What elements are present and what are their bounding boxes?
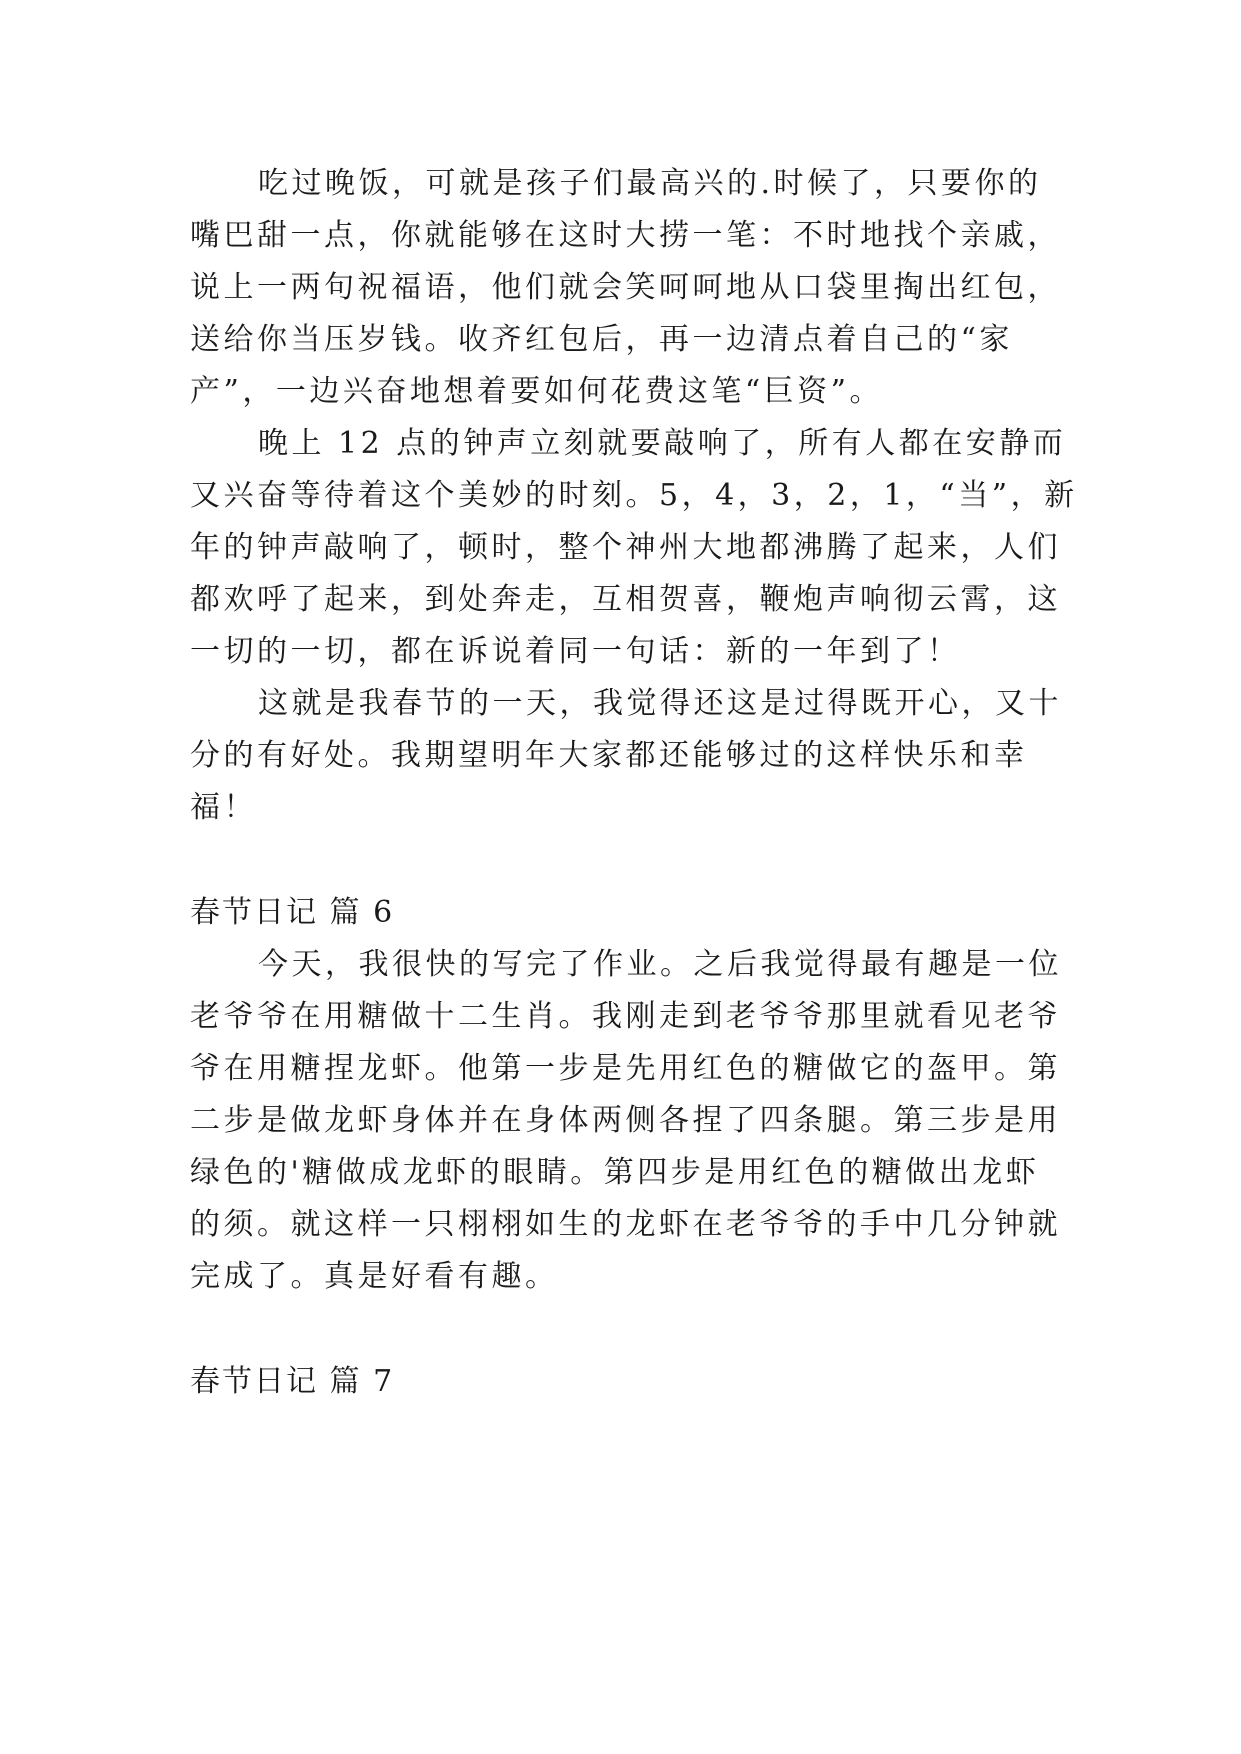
paragraph [190,158,1060,418]
text-line: 爷在用糖捏龙虾。他第一步是先用红色的糖做它的盔甲。第 [190,1051,1061,1086]
text-line: 又兴奋等待着这个美妙的时刻。5，4，3，2，1，“当”，新 [190,478,1078,513]
text-line: 这就是我春节的一天，我觉得还这是过得既开心，又十 [258,686,1062,721]
text-line: 绿色的'糖做成龙虾的眼睛。第四步是用红色的糖做出龙虾 [190,1155,1040,1190]
text-line: 分的有好处。我期望明年大家都还能够过的这样快乐和幸 [190,738,1028,773]
text-line: 送给你当压岁钱。收齐红包后，再一边清点着自己的“家 [190,322,1013,357]
text-line: 晚上 12 点的钟声立刻就要敲响了，所有人都在安静而 [258,426,1067,461]
section-heading: 春节日记 篇 6 [190,895,395,930]
text-line: 老爷爷在用糖做十二生肖。我刚走到老爷爷那里就看见老爷 [190,999,1061,1034]
text-line: 完成了。真是好看有趣。 [190,1259,559,1294]
text-line: 吃过晚饭，可就是孩子们最高兴的.时候了，只要你的 [258,166,1042,201]
text-line: 说上一两句祝福语，他们就会笑呵呵地从口袋里掏出红包， [190,270,1061,305]
text-line: 产”，一边兴奋地想着要如何花费这笔“巨资”。 [190,374,884,409]
text-line: 二步是做龙虾身体并在身体两侧各捏了四条腿。第三步是用 [190,1103,1061,1138]
document-page [190,158,1078,1408]
text-line: 福！ [190,790,257,825]
text-line: 的须。就这样一只栩栩如生的龙虾在老爷爷的手中几分钟就 [190,1207,1061,1242]
section-spacer [190,834,1060,887]
text-line: 嘴巴甜一点，你就能够在这时大捞一笔：不时地找个亲戚， [190,218,1061,253]
text-line: 一切的一切，都在诉说着同一句话：新的一年到了！ [190,634,961,669]
section-heading: 春节日记 篇 7 [190,1364,395,1399]
section-spacer [190,1303,1060,1356]
paragraph [190,678,1060,834]
text-line: 都欢呼了起来，到处奔走，互相贺喜，鞭炮声响彻云霄，这 [190,582,1061,617]
text-line: 年的钟声敲响了，顿时，整个神州大地都沸腾了起来，人们 [190,530,1061,565]
paragraph [190,939,1060,1303]
paragraph [190,418,1078,678]
text-line: 今天，我很快的写完了作业。之后我觉得最有趣是一位 [258,947,1062,982]
